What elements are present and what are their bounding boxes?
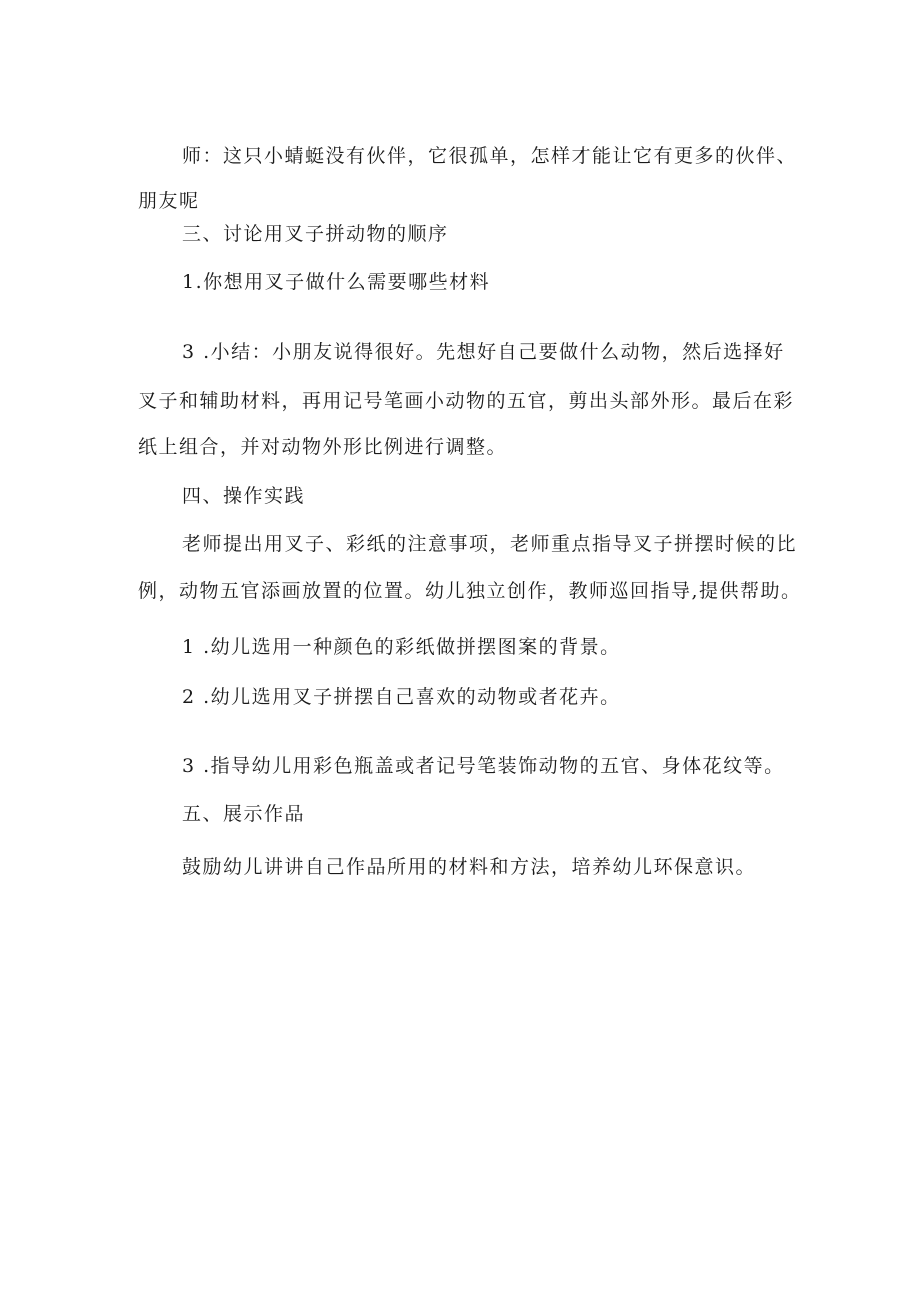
- summary-line: 叉子和辅助材料，再用记号笔画小动物的五官，剪出头部外形。最后在彩: [138, 390, 795, 412]
- paragraph-line: 朋友呢: [138, 190, 200, 212]
- activity-item: 1 .幼儿选用一种颜色的彩纸做拼摆图案的背景。: [182, 636, 621, 658]
- section-heading: 三、讨论用叉子拼动物的顺序: [182, 223, 449, 245]
- activity-item: 2 .幼儿选用叉子拼摆自己喜欢的动物或者花卉。: [182, 686, 621, 708]
- paragraph-line: 鼓励幼儿讲讲自己作品所用的材料和方法，培养幼儿环保意识。: [182, 856, 757, 878]
- paragraph-line: 老师提出用叉子、彩纸的注意事项，老师重点指导叉子拼摆时候的比: [182, 533, 798, 555]
- summary-line: 纸上组合，并对动物外形比例进行调整。: [138, 436, 508, 458]
- section-heading: 五、展示作品: [182, 803, 306, 825]
- summary-line: 3 .小结：小朋友说得很好。先想好自己要做什么动物，然后选择好: [182, 341, 785, 363]
- section-heading: 四、操作实践: [182, 485, 306, 507]
- paragraph-line: 例，动物五官添画放置的位置。幼儿独立创作，教师巡回指导,提供帮助。: [138, 580, 802, 602]
- paragraph-line: 师：这只小蜻蜓没有伙伴，它很孤单，怎样才能让它有更多的伙伴、: [182, 145, 798, 167]
- activity-item: 3 .指导幼儿用彩色瓶盖或者记号笔装饰动物的五官、身体花纹等。: [182, 755, 785, 777]
- question-item: 1.你想用叉子做什么需要哪些材料: [182, 271, 491, 293]
